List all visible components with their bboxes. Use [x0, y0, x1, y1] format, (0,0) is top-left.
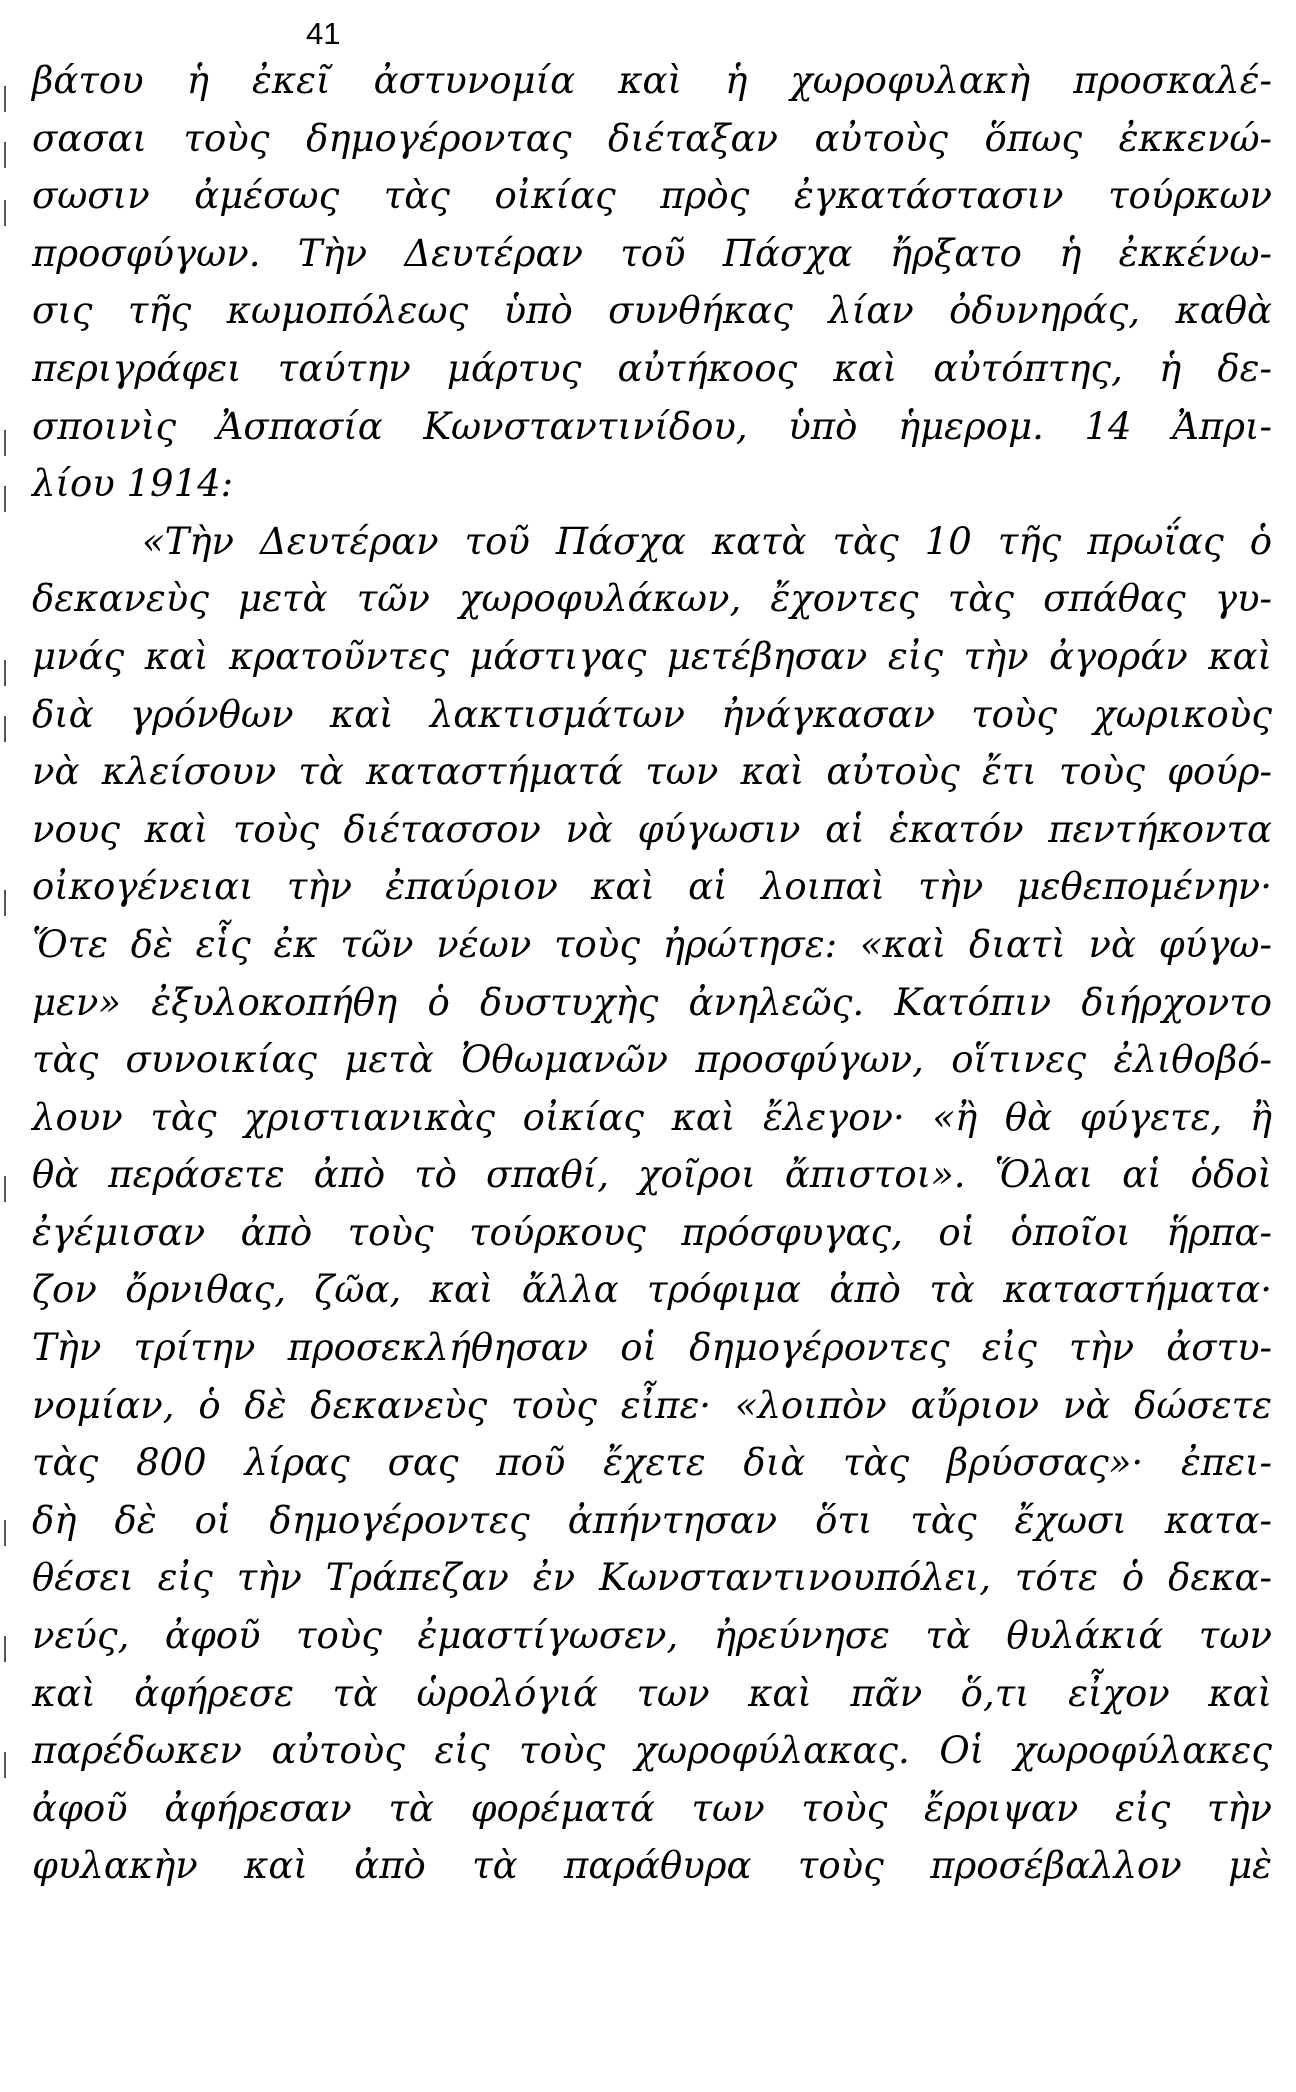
text-line: καὶ ἀφήρεσε τὰ ὡρολόγιά των καὶ πᾶν ὅ,τι εἶχον καὶ [32, 1671, 1272, 1715]
margin-mark [4, 716, 6, 742]
text-line: Ὅτε δὲ εἷς ἐκ τῶν νέων τοὺς ἠρώτησε: «καὶ διατὶ νὰ φύγω- [32, 922, 1272, 966]
text-line: δεκανεὺς μετὰ τῶν χωροφυλάκων, ἔχοντες τὰς σπάθας γυ- [32, 577, 1272, 621]
margin-mark [4, 660, 6, 686]
text-line: νὰ κλείσουν τὰ καταστήματά των καὶ αὐτοὺς ἔτι τοὺς φούρ- [32, 750, 1272, 794]
text-line: λίου 1914: [32, 462, 234, 506]
text-line: θέσει εἰς τὴν Τράπεζαν ἐν Κωνσταντινουπόλει, τότε ὁ δεκα- [32, 1556, 1272, 1600]
text-line: σωσιν ἀμέσως τὰς οἰκίας πρὸς ἐγκατάστασιν τούρκων [32, 174, 1272, 218]
text-line: μνάς καὶ κρατοῦντες μάστιγας μετέβησαν εἰς τὴν ἀγοράν καὶ [32, 634, 1272, 678]
text-line: σποινὶς Ἀσπασία Κωνσταντινίδου, ὑπὸ ἡμερομ. 14 Ἀπρι- [32, 404, 1272, 448]
text-line: μεν» ἐξυλοκοπήθη ὁ δυστυχὴς ἀνηλεῶς. Κατόπιν διήρχοντο [32, 980, 1272, 1024]
text-line: σις τῆς κωμοπόλεως ὑπὸ συνθήκας λίαν ὀδυνηράς, καθὰ [32, 289, 1272, 333]
margin-mark [4, 1752, 6, 1778]
text-line: θὰ περάσετε ἀπὸ τὸ σπαθί, χοῖροι ἄπιστοι». Ὅλαι αἱ ὁδοὶ [32, 1153, 1272, 1197]
text-line: ἀφοῦ ἀφήρεσαν τὰ φορέματά των τοὺς ἔρριψαν εἰς τὴν [32, 1786, 1272, 1830]
text-line: σασαι τοὺς δημογέροντας διέταξαν αὐτοὺς ὅπως ἐκκενώ- [32, 116, 1272, 160]
text-line: λουν τὰς χριστιανικὰς οἰκίας καὶ ἔλεγον· «ἢ θὰ φύγετε, ἢ [32, 1095, 1272, 1139]
text-line: περιγράφει ταύτην μάρτυς αὐτήκοος καὶ αὐτόπτης, ἡ δε- [32, 346, 1272, 390]
margin-mark [4, 1636, 6, 1662]
margin-mark [4, 890, 6, 916]
text-line: τὰς συνοικίας μετὰ Ὀθωμανῶν προσφύγων, οἵτινες ἐλιθοβό- [32, 1038, 1272, 1082]
margin-mark [4, 200, 6, 226]
text-line: παρέδωκεν αὐτοὺς εἰς τοὺς χωροφύλακας. Οἱ χωροφύλακες [32, 1729, 1272, 1773]
text-line: φυλακὴν καὶ ἀπὸ τὰ παράθυρα τοὺς προσέβαλλον μὲ [32, 1844, 1272, 1888]
text-line: νεύς, ἀφοῦ τοὺς ἐμαστίγωσεν, ἠρεύνησε τὰ θυλάκιά των [32, 1614, 1272, 1658]
text-line: «Τὴν Δευτέραν τοῦ Πάσχα κατὰ τὰς 10 τῆς πρωΐας ὁ [142, 519, 1272, 563]
text-line: βάτου ἡ ἐκεῖ ἀστυνομία καὶ ἡ χωροφυλακὴ προσκαλέ- [32, 59, 1272, 102]
margin-mark [4, 142, 6, 168]
margin-mark [4, 430, 6, 456]
text-line: νους καὶ τοὺς διέτασσον νὰ φύγωσιν αἱ ἑκατόν πεντήκοντα [32, 807, 1272, 851]
text-line: διὰ γρόνθων καὶ λακτισμάτων ἠνάγκασαν τοὺς χωρικοὺς [32, 692, 1272, 736]
body-text [32, 52, 1272, 1895]
text-line: τὰς 800 λίρας σας ποῦ ἔχετε διὰ τὰς βρύσσας»· ἐπει- [32, 1441, 1272, 1485]
margin-mark [4, 1176, 6, 1202]
margin-mark [4, 86, 6, 112]
text-line: προσφύγων. Τὴν Δευτέραν τοῦ Πάσχα ἤρξατο ἡ ἐκκένω- [32, 231, 1272, 275]
page-number: 41 [306, 16, 341, 51]
margin-mark [4, 1520, 6, 1546]
text-line: ζον ὄρνιθας, ζῶα, καὶ ἄλλα τρόφιμα ἀπὸ τὰ καταστήματα· [32, 1268, 1272, 1312]
text-line: ἐγέμισαν ἀπὸ τοὺς τούρκους πρόσφυγας, οἱ ὁποῖοι ἥρπα- [32, 1210, 1272, 1254]
text-line: νομίαν, ὁ δὲ δεκανεὺς τοὺς εἶπε· «λοιπὸν αὔριον νὰ δώσετε [32, 1383, 1272, 1427]
text-line: δὴ δὲ οἱ δημογέροντες ἀπήντησαν ὅτι τὰς ἔχωσι κατα- [32, 1498, 1272, 1542]
margin-mark [4, 486, 6, 512]
text-line: Τὴν τρίτην προσεκλήθησαν οἱ δημογέροντες εἰς τὴν ἀστυ- [32, 1326, 1272, 1370]
text-line: οἰκογένειαι τὴν ἐπαύριον καὶ αἱ λοιπαὶ τὴν μεθεπομένην· [32, 865, 1272, 909]
